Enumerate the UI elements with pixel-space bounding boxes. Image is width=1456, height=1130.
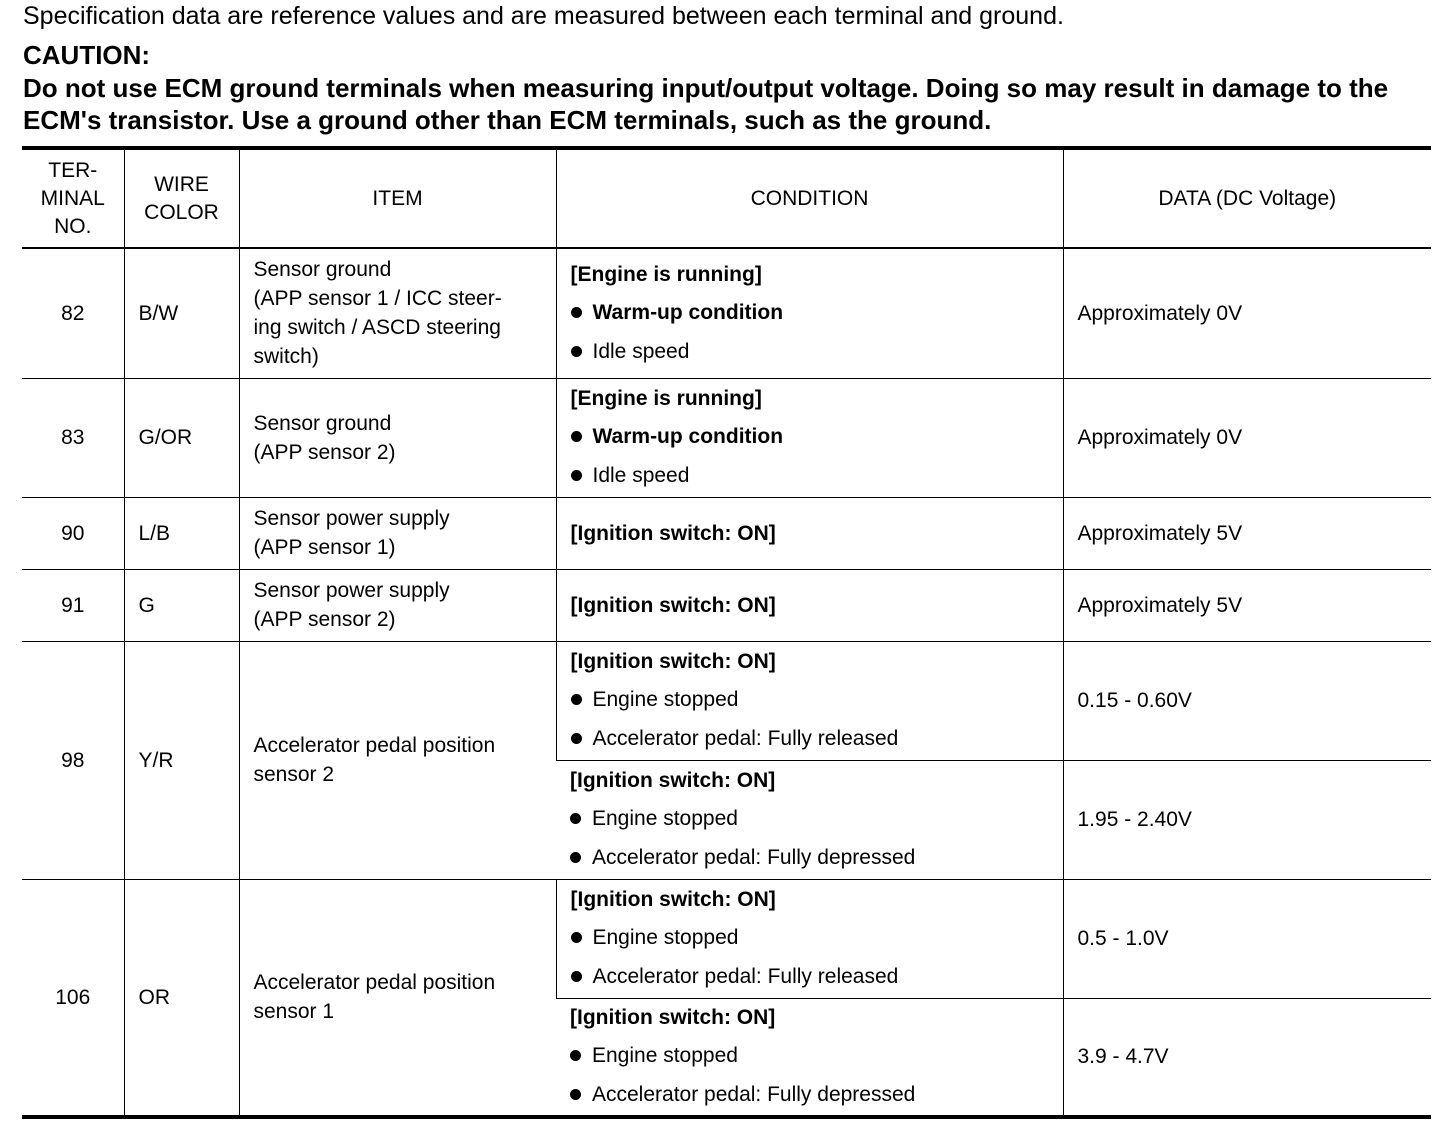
condition-text: Engine stopped [592, 926, 739, 949]
wire-color: G [124, 569, 239, 641]
condition-heading: [Ignition switch: ON] [570, 888, 776, 911]
table-row [22, 879, 1431, 998]
bullet-dot-icon [570, 1089, 581, 1100]
condition-text: Accelerator pedal: Fully depressed [592, 1083, 916, 1107]
condition-bullet [571, 680, 1049, 719]
data-value: 0.15 - 0.60V [1063, 641, 1431, 760]
condition-cell [556, 998, 1063, 1117]
condition-heading: [Ignition switch: ON] [570, 521, 776, 545]
bullet-dot-icon [570, 1050, 581, 1061]
condition-cell [556, 760, 1063, 879]
condition-heading: [Ignition switch: ON] [570, 650, 776, 673]
item-desc: Accelerator pedal position sensor 2 [239, 641, 556, 879]
bullet-dot-icon [571, 733, 582, 744]
wire-color: OR [124, 879, 239, 1117]
condition-text: Warm-up condition [592, 425, 784, 448]
condition-text: Engine stopped [592, 1044, 738, 1068]
wire-color: L/B [124, 497, 239, 569]
condition-cell [556, 641, 1063, 760]
item-desc: Accelerator pedal position sensor 1 [239, 879, 556, 1117]
table-row [22, 641, 1431, 760]
caution-title: CAUTION: [23, 40, 151, 70]
data-value: 3.9 - 4.7V [1063, 998, 1431, 1117]
header-terminal-no: TER- MINAL NO. [22, 148, 124, 248]
header-item: ITEM [239, 148, 556, 248]
condition-heading: [Ignition switch: ON] [570, 769, 776, 792]
condition-bullet [570, 1036, 1049, 1075]
header-condition: CONDITION [556, 148, 1063, 248]
condition-text: Idle speed [592, 464, 690, 487]
condition-bullet [571, 957, 1049, 996]
condition-text: Engine stopped [592, 807, 738, 830]
table-row [22, 248, 1431, 378]
terminal-no: 106 [22, 879, 124, 1117]
bullet-dot-icon [571, 694, 582, 705]
intro-text: Specification data are reference values and are measured between each terminal and ground. [23, 2, 1064, 30]
data-value: Approximately 0V [1063, 248, 1431, 378]
condition-text: Idle speed [592, 339, 690, 363]
table-body [22, 248, 1431, 1117]
wire-color: Y/R [124, 641, 239, 879]
bullet-dot-icon [570, 852, 581, 863]
header-data: DATA (DC Voltage) [1063, 148, 1431, 248]
condition-bullet [570, 799, 1049, 838]
item-desc: Sensor power supply (APP sensor 1) [239, 497, 556, 569]
header-wire-color: WIRE COLOR [124, 148, 239, 248]
item-desc: Sensor ground (APP sensor 2) [239, 378, 556, 497]
data-value: Approximately 5V [1063, 497, 1431, 569]
condition-cell [556, 879, 1063, 998]
condition-bullet [570, 1075, 1049, 1114]
condition-bullet [571, 719, 1049, 758]
wire-color: G/OR [124, 378, 239, 497]
data-value: 1.95 - 2.40V [1063, 760, 1431, 879]
bullet-dot-icon [571, 971, 582, 982]
data-value: 0.5 - 1.0V [1063, 879, 1431, 998]
bullet-dot-icon [570, 813, 581, 824]
condition-heading: [Ignition switch: ON] [570, 593, 776, 617]
condition-bullet [571, 456, 1049, 495]
item-desc: Sensor ground (APP sensor 1 / ICC steer- ing switch / ASCD steering switch) [239, 248, 556, 378]
condition-text: Accelerator pedal: Fully depressed [592, 846, 916, 869]
bullet-dot-icon [571, 470, 582, 481]
condition-text: Engine stopped [592, 688, 739, 711]
condition-text: Warm-up condition [592, 300, 784, 324]
condition-heading: [Ignition switch: ON] [570, 1006, 776, 1030]
terminal-no: 82 [22, 248, 124, 378]
item-desc: Sensor power supply (APP sensor 2) [239, 569, 556, 641]
condition-bullet [571, 918, 1049, 957]
condition-bullet [571, 332, 1049, 371]
bullet-dot-icon [571, 932, 582, 943]
condition-cell [556, 569, 1063, 641]
data-value: Approximately 5V [1063, 569, 1431, 641]
bullet-dot-icon [571, 346, 582, 357]
table-row [22, 497, 1431, 569]
table-row [22, 569, 1431, 641]
condition-heading: [Engine is running] [570, 262, 762, 286]
condition-text: Accelerator pedal: Fully released [592, 965, 899, 988]
terminal-no: 91 [22, 569, 124, 641]
condition-cell [556, 378, 1063, 497]
data-value: Approximately 0V [1063, 378, 1431, 497]
caution-body: Do not use ECM ground terminals when measuring input/output voltage. Doing so may result in damage to the ECM's transistor. Use a ground other than ECM terminals, such as the ground. [23, 73, 1389, 135]
condition-bullet [570, 838, 1049, 877]
condition-bullet [571, 293, 1049, 332]
condition-cell [556, 497, 1063, 569]
table-row [22, 378, 1431, 497]
terminal-no: 98 [22, 641, 124, 879]
bullet-dot-icon [571, 431, 582, 442]
terminal-no: 83 [22, 378, 124, 497]
terminal-spec-table [22, 146, 1431, 1119]
condition-text: Accelerator pedal: Fully released [592, 727, 899, 750]
condition-bullet [571, 417, 1049, 456]
condition-heading: [Engine is running] [570, 387, 762, 410]
bullet-dot-icon [571, 307, 582, 318]
wire-color: B/W [124, 248, 239, 378]
condition-cell [556, 248, 1063, 378]
terminal-no: 90 [22, 497, 124, 569]
